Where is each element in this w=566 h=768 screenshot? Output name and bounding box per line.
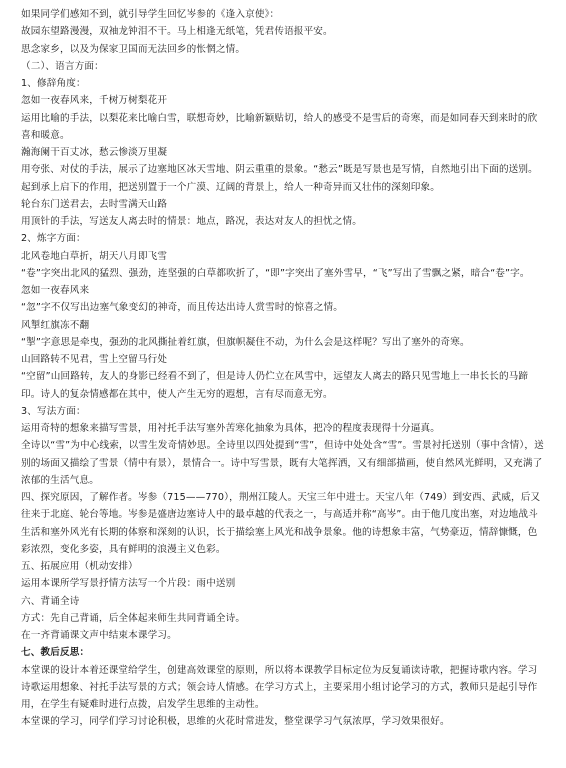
text-line: “空留”山回路转，友人的身影已经看不到了，但是诗人仍伫立在风雪中，远望友人离去的路只见雪地上一串长长的马蹄印。诗人的复杂情感都在其中，使人产生无穷的遐想，言有尽而意无穷。 bbox=[21, 371, 529, 400]
text-line: 3、写法方面： bbox=[21, 405, 86, 417]
text-line: “卷”字突出北风的猛烈、强劲，连坚强的白草都吹折了，“即”字突出了塞外雪早，“飞”写出了雪飘之紧，暗合“卷”字。 bbox=[21, 267, 530, 279]
text-line: 北风卷地白草折，胡天八月即飞雪 bbox=[21, 250, 168, 262]
text-line: 2、炼字方面： bbox=[21, 233, 86, 245]
section-heading: 七、教后反思： bbox=[21, 647, 90, 659]
text-line: 运用本课所学写景抒情方法写一个片段：雨中送别 bbox=[21, 578, 236, 590]
text-line: 风掣红旗冻不翻 bbox=[21, 319, 90, 331]
text-line: 运用比喻的手法，以梨花来比喻白雪，联想奇妙，比喻新颖贴切，给人的感受不是雪后的奇寒，而是如同春天到来时的欣喜和暖意。 bbox=[21, 112, 538, 141]
text-line: “忽”字不仅写出边塞气象变幻的神奇，而且传达出诗人赏雪时的惊喜之情。 bbox=[21, 302, 344, 314]
text-line: 六、背诵全诗 bbox=[21, 595, 80, 607]
text-line: 1、修辞角度： bbox=[21, 78, 86, 89]
text-line: 忽如一夜春风来，千树万树梨花开 bbox=[21, 95, 168, 107]
text-line: 方式：先自己背诵，后全体起来师生共同背诵全诗。 bbox=[21, 612, 246, 624]
text-line: 本堂课的设计本着还课堂给学生，创建高效课堂的原则，所以将本课教学目标定位为反复诵读诗歌，把握诗歌内容。学习诗歌运用想象、衬托手法写景的方式；领会诗人情感。在学习方式上，主要采用小组讨论学习的方式，教师只是起引导作用，在学生有疑难时进行点拨，启发学生思维的主动性。 bbox=[21, 664, 538, 710]
text-line: 运用奇特的想象来描写雪景，用衬托手法写塞外苦寒化抽象为具体，把冷的程度表现得十分逼真。 bbox=[21, 423, 440, 434]
text-line: 本堂课的学习，同学们学习讨论积极，思维的火花时常进发，整堂课学习气氛浓厚，学习效果很好。 bbox=[21, 716, 450, 728]
text-line: 用顶针的手法，写送友人离去时的情景：地点，路况，表达对友人的担忧之情。 bbox=[21, 216, 363, 227]
text-line: 四、探究原因，了解作者。岑参（715——770），荆州江陵人。天宝三年中进士。天宝八年（749）到安西、武威，后又往来于北庭、轮台等地。岑参是盛唐边塞诗人中的最卓越的代表之一，与高适并称“高岑”。由于他几度出塞，对边地战斗生活和塞外风光有长期的体察和深刻的认识，长于描绘塞上风光和战争景象。他的诗想象丰富，气势豪迈，情辞慷慨，色彩浓烈，变化多姿，具有鲜明的浪漫主义色彩。 bbox=[21, 492, 541, 555]
text-line: 山回路转不见君，雪上空留马行处 bbox=[21, 354, 168, 365]
text-line: （二）、语言方面： bbox=[21, 60, 104, 72]
text-line: 瀚海阑干百丈冰，愁云惨淡万里凝 bbox=[21, 147, 168, 158]
text-line: 全诗以“雪”为中心线索，以雪生发奇情妙思。全诗里以四处提到“雪”，但诗中处处含“雪”。雪景衬托送别（事中含情），送别的场面又描绘了雪景（情中有景），景情合一。诗中写雪景，既有大笔挥洒，又有细部描画，使自然风光鲜明，又充满了浓郁的生活气息。 bbox=[21, 440, 544, 486]
text-line: 轮台东门送君去，去时雪满天山路 bbox=[21, 198, 168, 210]
text-line: 故园东望路漫漫，双袖龙钟泪不干。马上相逢无纸笔，凭君传语报平安。 bbox=[21, 26, 333, 38]
text-line: 在一齐背诵课文声中结束本课学习。 bbox=[21, 630, 177, 641]
text-line: 五、拓展应用（机动安排） bbox=[21, 561, 138, 572]
text-line: “掣”字意思是牵曳，强劲的北风撕扯着红旗，但旗帜凝住不动，为什么会是这样呢？写出了塞外的奇寒。 bbox=[21, 336, 470, 348]
text-line: 用夸张、对仗的手法，展示了边塞地区冰天雪地、阴云重重的景象。“愁云”既是写景也是写情，自然地引出下面的送别。起到承上启下的作用，把送别置于一个广漠、辽阔的背景上，给人一种奇异而又壮伟的深刻印象。 bbox=[21, 164, 538, 193]
text-line: 思念家乡，以及为保家卫国而无法回乡的怅惘之情。 bbox=[21, 43, 246, 55]
text-line: 如果同学们感知不到，就引导学生回忆岑参的《逢入京使》： bbox=[21, 9, 280, 20]
text-line: 忽如一夜春风来 bbox=[21, 285, 90, 296]
